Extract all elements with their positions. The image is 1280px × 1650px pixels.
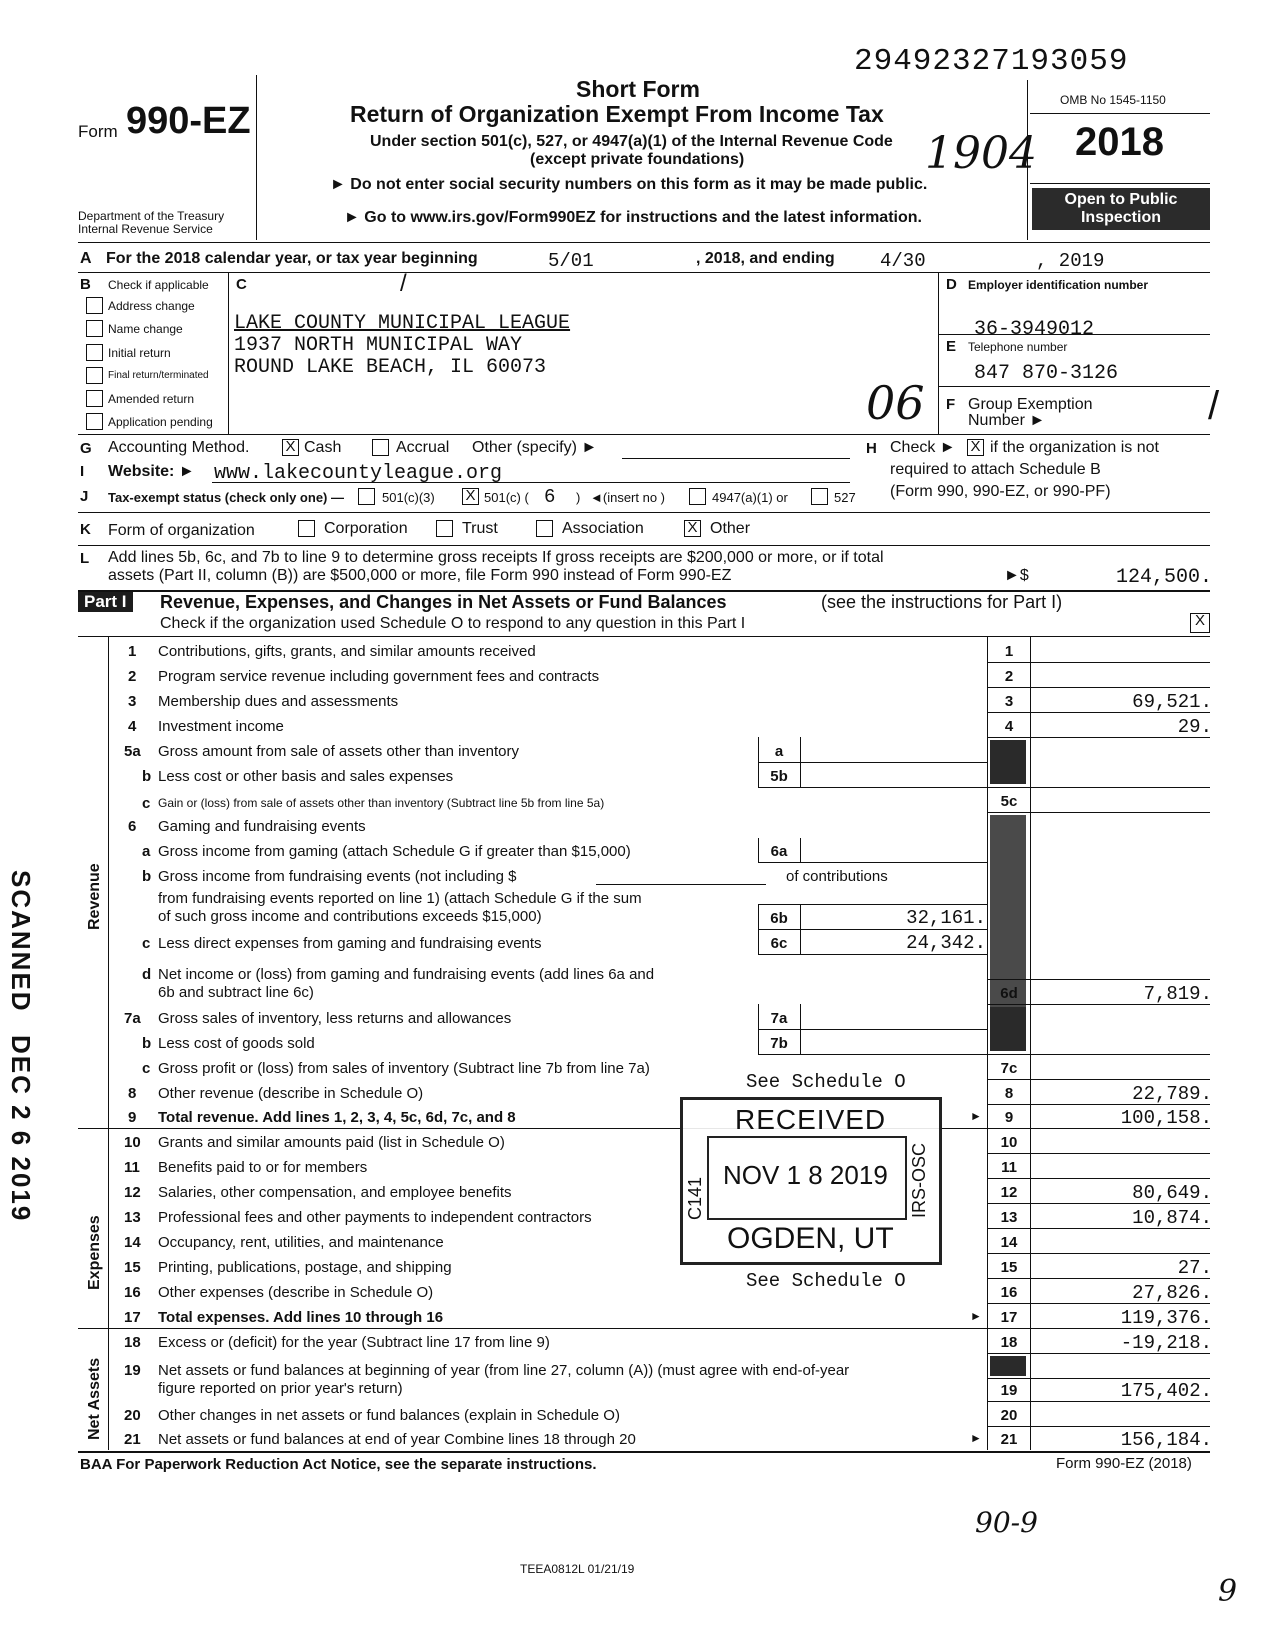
line-box-number: 9: [1004, 1109, 1014, 1126]
line-number: 18: [124, 1334, 141, 1351]
line-h-text-3: required to attach Schedule B: [890, 461, 1101, 478]
cash-checkbox[interactable]: X: [282, 439, 299, 456]
line-description: Gross income from gaming (attach Schedule G if greater than $15,000): [158, 843, 631, 860]
net-assets-side-label: Net Assets: [86, 1357, 103, 1440]
line-box-number: 14: [1000, 1234, 1018, 1251]
stamp-received: RECEIVED: [735, 1104, 887, 1135]
line-a-text: For the 2018 calendar year, or tax year beginning: [106, 250, 478, 267]
line-box-number: 8: [1004, 1085, 1014, 1102]
line-a-label: A: [80, 250, 92, 267]
handwritten-9: 9: [1218, 1574, 1238, 1609]
line-18-amount[interactable]: -19,218.: [1120, 1332, 1212, 1354]
handwritten-90-9: 90-9: [975, 1506, 1038, 1539]
sub-box-number: 5b: [770, 768, 788, 785]
line-13-amount[interactable]: 10,874.: [1132, 1207, 1212, 1229]
form-footer-ref: Form 990-EZ (2018): [1056, 1455, 1192, 1472]
dept-treasury: Department of the Treasury: [78, 209, 225, 223]
line-19-amount[interactable]: 175,402.: [1120, 1380, 1212, 1402]
4947-label: 4947(a)(1) or: [712, 490, 788, 505]
part-1-tag: Part I: [78, 592, 133, 612]
total-expenses-amount[interactable]: 119,376.: [1120, 1307, 1212, 1329]
line-12-amount[interactable]: 80,649.: [1132, 1182, 1212, 1204]
501c3-checkbox[interactable]: [358, 488, 375, 505]
line-6b-amount[interactable]: 32,161.: [906, 907, 986, 929]
line-number: 12: [124, 1184, 141, 1201]
501c-close-paren: ): [576, 490, 581, 505]
line-description: Gross sales of inventory, less returns and allowances: [158, 1010, 512, 1027]
line-box-number: 19: [1000, 1382, 1018, 1399]
other-method-label: Other (specify) ►: [472, 439, 598, 456]
final-return-checkbox[interactable]: [86, 367, 103, 384]
line-description: Membership dues and assessments: [158, 693, 399, 710]
line-k-label: K: [80, 521, 91, 538]
schedule-o-note: See Schedule O: [746, 1270, 906, 1292]
line-i-label: I: [80, 463, 85, 480]
sub-box-number: 6b: [770, 910, 788, 927]
line-box-number: 21: [1000, 1431, 1018, 1448]
sub-box-number: a: [774, 743, 784, 760]
line-number: 20: [124, 1407, 141, 1424]
association-checkbox[interactable]: [536, 520, 553, 537]
line-box-number: 12: [1000, 1184, 1018, 1201]
501c-label: 501(c) (: [484, 490, 529, 505]
line-number: c: [142, 935, 151, 952]
line-6c-amount[interactable]: 24,342.: [906, 932, 986, 954]
line-description: Less cost or other basis and sales expenses: [158, 768, 454, 785]
address-change-label: Address change: [108, 299, 195, 313]
line-number: 19: [124, 1362, 141, 1379]
line-number: 14: [124, 1234, 141, 1251]
line-number: b: [142, 768, 152, 785]
line-description: Contributions, gifts, grants, and similar amounts received: [158, 643, 536, 660]
line-number: 10: [124, 1134, 141, 1151]
section-b-heading: Check if applicable: [108, 278, 209, 292]
schedule-b-checkbox[interactable]: X: [967, 439, 984, 456]
line-box-number: 15: [1000, 1259, 1018, 1276]
line-box-number: 6d: [1000, 985, 1018, 1002]
line-l-text-1: Add lines 5b, 6c, and 7b to line 9 to determine gross receipts If gross receipts are $200,000 or more, or if total: [108, 549, 884, 566]
line-number: 11: [124, 1159, 140, 1176]
name-change-checkbox[interactable]: [86, 320, 103, 337]
line-h-text-4: (Form 990, 990-EZ, or 990-PF): [890, 483, 1111, 500]
sub-box-number: 6a: [770, 843, 788, 860]
line-description: figure reported on prior year's return): [158, 1380, 403, 1397]
line-description: Gross profit or (loss) from sales of inventory (Subtract line 7b from line 7a): [158, 1060, 650, 1077]
line-box-number: 16: [1000, 1284, 1018, 1301]
section-f-label: F: [946, 396, 956, 413]
ein-heading: Employer identification number: [968, 278, 1149, 292]
line-number: 1: [128, 643, 137, 660]
telephone-heading: Telephone number: [968, 340, 1068, 354]
line-l-label: L: [80, 550, 90, 567]
line-box-number: 18: [1000, 1334, 1018, 1351]
total-revenue-amount[interactable]: 100,158.: [1120, 1107, 1212, 1129]
line-number: d: [142, 966, 152, 983]
line-number: b: [142, 1035, 152, 1052]
line-description: Benefits paid to or for members: [158, 1159, 368, 1176]
line-description: Salaries, other compensation, and employee benefits: [158, 1184, 512, 1201]
line-15-amount[interactable]: 27.: [1177, 1257, 1212, 1279]
handwritten-1904: 1904: [925, 128, 1037, 179]
line-number: 16: [124, 1284, 141, 1301]
cash-label: Cash: [304, 439, 342, 456]
sub-box-number: 6c: [770, 935, 788, 952]
application-pending-label: Application pending: [108, 415, 213, 429]
gross-receipts-value[interactable]: 124,500.: [1115, 566, 1212, 589]
scanned-date: DEC 2 6 2019: [6, 1035, 36, 1223]
stamp-city: OGDEN, UT: [727, 1222, 894, 1255]
sub-box-number: 7a: [770, 1010, 788, 1027]
line-number: 13: [124, 1209, 141, 1226]
stamp-right-code: IRS-OSC: [909, 1142, 929, 1218]
line-number: 9: [128, 1109, 137, 1126]
line-description: Other changes in net assets or fund balances (explain in Schedule O): [158, 1407, 620, 1424]
form-subtitle-2: (except private foundations): [530, 151, 745, 168]
line-box-number: 20: [1000, 1407, 1018, 1424]
sub-box-number: 7b: [770, 1035, 788, 1052]
line-number: 5a: [124, 743, 141, 760]
other-org-label: Other: [710, 520, 751, 537]
line-description: Total revenue. Add lines 1, 2, 3, 4, 5c, 6d, 7c, and 8: [158, 1109, 516, 1126]
section-c-label: C: [236, 276, 247, 293]
line-description: Gross income from fundraising events (not including $: [158, 868, 517, 885]
line-box-number: 17: [1000, 1309, 1018, 1326]
line-description: Less cost of goods sold: [158, 1035, 315, 1052]
line-description: Grants and similar amounts paid (list in Schedule O): [158, 1134, 505, 1151]
501c-checkbox[interactable]: X: [462, 488, 479, 505]
amended-return-label: Amended return: [108, 392, 195, 406]
line-description: Net assets or fund balances at beginning of year (from line 27, column (A)) (must agree with end-of-year: [158, 1362, 850, 1379]
accrual-checkbox[interactable]: [372, 439, 389, 456]
line-box-number: 10: [1000, 1134, 1018, 1151]
line-number: 2: [128, 668, 137, 685]
tax-year: 2018: [1075, 120, 1164, 164]
line-description: Gain or (loss) from sale of assets other than inventory (Subtract line 5b from line 5a): [158, 796, 605, 810]
line-21-amount[interactable]: 156,184.: [1120, 1429, 1212, 1451]
website-label: Website: ►: [108, 463, 195, 480]
line-box-number: 5c: [1000, 793, 1018, 810]
arrow-icon: ►: [970, 1309, 982, 1323]
form-prefix: Form: [78, 122, 118, 141]
501c3-label: 501(c)(3): [382, 490, 435, 505]
handwritten-check: /: [400, 270, 407, 297]
arrow-icon: ►: [970, 1431, 982, 1445]
line-description: 6b and subtract line 6c): [158, 984, 314, 1001]
line-g-label: G: [80, 440, 92, 457]
handwritten-bracket: /: [1208, 384, 1220, 428]
line-number: 17: [124, 1309, 141, 1326]
stamp-date: NOV 1 8 2019: [723, 1160, 888, 1190]
group-exemption-heading-2: Number ►: [968, 412, 1046, 429]
handwritten-06: 06: [866, 376, 925, 430]
omb-number: OMB No 1545-1150: [1060, 93, 1166, 107]
of-contributions-label: of contributions: [786, 868, 888, 885]
document-locator-number: 29492327193059: [854, 44, 1129, 79]
line-number: c: [142, 1060, 151, 1077]
527-checkbox[interactable]: [811, 488, 828, 505]
line-description: of such gross income and contributions exceeds $15,000): [158, 908, 542, 925]
form-main-title: Return of Organization Exempt From Income Tax: [350, 101, 884, 127]
line-number: c: [142, 795, 151, 812]
line-description: from fundraising events reported on line 1) (attach Schedule G if the sum: [158, 890, 642, 907]
line-description: Net income or (loss) from gaming and fundraising events (add lines 6a and: [158, 966, 655, 983]
line-description: Printing, publications, postage, and shipping: [158, 1259, 452, 1276]
line-number: 4: [128, 718, 137, 735]
line-h-label: H: [866, 440, 877, 457]
line-number: 3: [128, 693, 137, 710]
line-description: Gross amount from sale of assets other than inventory: [158, 743, 520, 760]
schedule-o-note: See Schedule O: [746, 1071, 906, 1093]
telephone-value[interactable]: 847 870-3126: [974, 362, 1119, 385]
group-exemption-heading: Group Exemption: [968, 396, 1093, 413]
line-number: b: [142, 868, 152, 885]
corporation-label: Corporation: [324, 520, 408, 537]
application-pending-checkbox[interactable]: [86, 413, 103, 430]
scanned-stamp: SCANNED: [6, 870, 36, 1013]
section-d-label: D: [946, 276, 957, 293]
line-number: 7a: [124, 1010, 141, 1027]
association-label: Association: [562, 520, 644, 537]
insert-no-label: ◄(insert no ): [590, 490, 666, 505]
line-h-text-2: if the organization is not: [990, 439, 1159, 456]
line-description: Professional fees and other payments to independent contractors: [158, 1209, 592, 1226]
corporation-checkbox[interactable]: [298, 520, 315, 537]
form-name: 990-EZ: [126, 100, 251, 142]
initial-return-label: Initial return: [108, 346, 171, 360]
line-box-number: 13: [1000, 1209, 1018, 1226]
software-code: TEEA0812L 01/21/19: [520, 1562, 635, 1576]
line-description: Gaming and fundraising events: [158, 818, 366, 835]
line-h-check-text: Check ►: [890, 439, 956, 456]
line-number: 21: [124, 1431, 141, 1448]
line-box-number: 3: [1004, 693, 1014, 710]
name-change-label: Name change: [108, 322, 183, 336]
stamp-left-code: C141: [685, 1176, 705, 1220]
line-box-number: 1: [1004, 643, 1014, 660]
line-3-amount[interactable]: 69,521.: [1132, 691, 1212, 713]
line-l-dollar: ►$: [1004, 567, 1029, 584]
section-e-label: E: [946, 338, 957, 355]
final-return-label: Final return/terminated: [108, 370, 209, 381]
accrual-label: Accrual: [396, 439, 450, 456]
tax-year-end[interactable]: 4/30: [880, 250, 926, 272]
line-8-amount[interactable]: 22,789.: [1132, 1083, 1212, 1105]
line-16-amount[interactable]: 27,826.: [1132, 1282, 1212, 1304]
form-of-org-label: Form of organization: [108, 522, 255, 539]
part-1-title-note: (see the instructions for Part I): [821, 592, 1063, 612]
irs-name: Internal Revenue Service: [78, 222, 213, 236]
line-description: Program service revenue including government fees and contracts: [158, 668, 600, 685]
org-address[interactable]: 1937 NORTH MUNICIPAL WAY: [234, 334, 523, 357]
line-description: Less direct expenses from gaming and fundraising events: [158, 935, 542, 952]
initial-return-checkbox[interactable]: [86, 344, 103, 361]
tax-exempt-status-label: Tax-exempt status (check only one) —: [108, 490, 344, 505]
ein-value[interactable]: 36-3949012: [974, 318, 1095, 341]
org-name[interactable]: LAKE COUNTY MUNICIPAL LEAGUE: [234, 312, 571, 335]
org-city-state-zip[interactable]: ROUND LAKE BEACH, IL 60073: [234, 356, 547, 379]
line-box-number: 11: [1001, 1159, 1017, 1176]
website-value[interactable]: www.lakecountyleague.org: [214, 462, 503, 485]
line-description: Occupancy, rent, utilities, and maintenance: [158, 1234, 444, 1251]
trust-checkbox[interactable]: [436, 520, 453, 537]
expenses-side-label: Expenses: [86, 1215, 103, 1290]
tax-year-end-year: , 2019: [1036, 250, 1105, 272]
baa-notice: BAA For Paperwork Reduction Act Notice, see the separate instructions.: [80, 1456, 597, 1473]
line-description: Other expenses (describe in Schedule O): [158, 1284, 434, 1301]
short-form-title: Short Form: [576, 76, 700, 102]
line-box-number: 7c: [1000, 1060, 1018, 1077]
line-box-number: 4: [1004, 718, 1014, 735]
schedule-o-checkbox[interactable]: X: [1190, 613, 1210, 633]
line-description: Other revenue (describe in Schedule O): [158, 1085, 424, 1102]
form-subtitle: Under section 501(c), 527, or 4947(a)(1) of the Internal Revenue Code: [370, 133, 893, 150]
amended-return-checkbox[interactable]: [86, 390, 103, 407]
schedule-o-check-text: Check if the organization used Schedule O to respond to any question in this Part I: [160, 615, 746, 632]
section-b-label: B: [80, 276, 91, 293]
line-a-mid: , 2018, and ending: [696, 250, 835, 267]
address-change-checkbox[interactable]: [86, 297, 103, 314]
501c-number[interactable]: 6: [544, 486, 556, 508]
line-j-label: J: [80, 488, 89, 505]
line-description: Investment income: [158, 718, 284, 735]
other-org-checkbox[interactable]: X: [684, 520, 701, 537]
accounting-method-label: Accounting Method.: [108, 439, 250, 456]
received-stamp: [680, 1097, 942, 1265]
line-6d-amount[interactable]: 7,819.: [1143, 983, 1212, 1005]
line-number: 8: [128, 1085, 137, 1102]
tax-year-begin[interactable]: 5/01: [548, 250, 594, 272]
line-description: Net assets or fund balances at end of year Combine lines 18 through 20: [158, 1431, 636, 1448]
line-l-text-2: assets (Part II, column (B)) are $500,000 or more, file Form 990 instead of Form 990-EZ: [108, 567, 732, 584]
4947-checkbox[interactable]: [689, 488, 706, 505]
arrow-icon: ►: [970, 1109, 982, 1123]
line-number: 6: [128, 818, 137, 835]
line-description: Total expenses. Add lines 10 through 16: [158, 1309, 444, 1326]
line-number: a: [142, 843, 151, 860]
line-4-amount[interactable]: 29.: [1177, 716, 1212, 738]
irs-instructions-note: ► Go to www.irs.gov/Form990EZ for instructions and the latest information.: [344, 209, 922, 226]
revenue-side-label: Revenue: [86, 863, 103, 930]
line-box-number: 2: [1004, 668, 1014, 685]
trust-label: Trust: [462, 520, 498, 537]
ssn-warning: ► Do not enter social security numbers on this form as it may be made public.: [330, 176, 928, 193]
open-to-public-badge: Open to Public Inspection: [1032, 188, 1210, 230]
part-1-title: Revenue, Expenses, and Changes in Net Assets or Fund Balances: [160, 592, 727, 612]
line-number: 15: [124, 1259, 141, 1276]
527-label: 527: [834, 490, 856, 505]
line-description: Excess or (deficit) for the year (Subtract line 17 from line 9): [158, 1334, 550, 1351]
